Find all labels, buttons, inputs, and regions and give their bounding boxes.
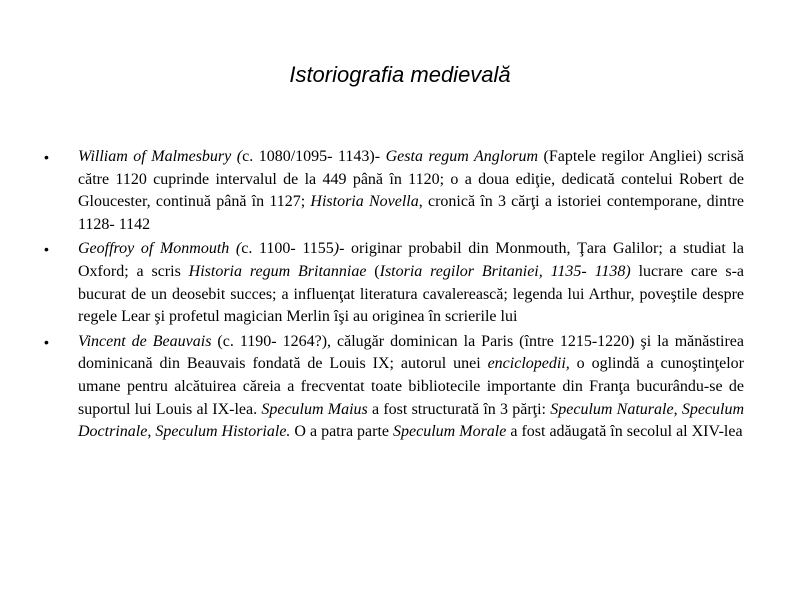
text-segment: o oglindă a cunoştinţelor umane pentru alcătuirea căreia a frecventat toate bibliotecile importante din Franţa bucurându-se de suportul lui Louis al IX-lea. xyxy=(78,355,745,418)
bullet-item-malmesbury xyxy=(44,146,744,236)
bullet-item-monmouth xyxy=(44,238,744,328)
bullet-marker: • xyxy=(44,333,49,350)
work-title: Historia Novella xyxy=(310,193,419,211)
bullet-text xyxy=(78,240,744,325)
author-name: Vincent de Beauvais xyxy=(78,332,212,350)
slide-title: Istoriografia medievală xyxy=(289,62,511,87)
work-title: Speculum Doctrinale, Speculum Historiale. xyxy=(78,400,745,441)
author-name: William of Malmesbury ( xyxy=(78,148,243,165)
bullet-marker: • xyxy=(44,241,49,258)
work-title: Speculum Morale xyxy=(393,423,507,441)
text-segment: a fost adăugată în secolul al XIV-lea xyxy=(506,423,743,441)
text-segment: - xyxy=(374,148,386,165)
work-title: Historia regum Britanniae xyxy=(188,262,367,280)
bullet-text xyxy=(78,333,744,440)
text-segment: , cronică în 3 cărţi a istoriei contemporane, dintre 1128- 1142 xyxy=(78,193,745,233)
text-segment: ( xyxy=(366,262,380,280)
author-name: Geoffroy of Monmouth ( xyxy=(78,240,242,258)
work-title: Speculum Naturale xyxy=(550,400,674,418)
bullet-marker: • xyxy=(44,149,49,165)
work-title: Gesta regum Anglorum xyxy=(385,148,538,165)
bullet-list xyxy=(44,146,744,446)
bullet-text xyxy=(78,148,744,233)
bullet-item-beauvais xyxy=(44,331,744,444)
text-segment: , xyxy=(673,400,682,418)
work-title: Istoria regilor Britaniei, 1135- 1138) xyxy=(379,262,631,280)
text-segment: (c. 1190- 1264?), călugăr dominican la Paris (între 1215-1220) şi la mănăstirea dominicană din Beauvais fondată de Louis IX; autorul unei xyxy=(78,332,745,373)
text-segment: O a patra parte xyxy=(290,423,394,441)
text-segment: ) xyxy=(333,240,340,258)
text-segment: (Faptele regilor Angliei) scrisă către 1120 cuprinde intervalul de la 449 până în 1120; o a doua ediţie, dedicată contelui Robert de Gloucester, continuă până în 1127; xyxy=(78,148,745,211)
text-segment: lucrare care s-a bucurat de un deosebit succes; a influenţat literatura cavalerească; legenda lui Arthur, poveştile despre regele Lear şi profetul magician Merlin îşi au originea în scrierile lui xyxy=(78,262,744,326)
work-title: Speculum Maius xyxy=(261,400,368,418)
author-dates: c. 1100- 1155 xyxy=(241,240,334,258)
text-segment: - originar probabil din Monmouth, Ţara Galilor; a studiat la Oxford; a scris xyxy=(78,240,744,280)
author-dates: c. 1080/1095- 1143) xyxy=(242,148,375,165)
text-segment: a fost structurată în 3 părţi: xyxy=(367,400,551,418)
work-title: enciclopedii, xyxy=(487,355,570,373)
